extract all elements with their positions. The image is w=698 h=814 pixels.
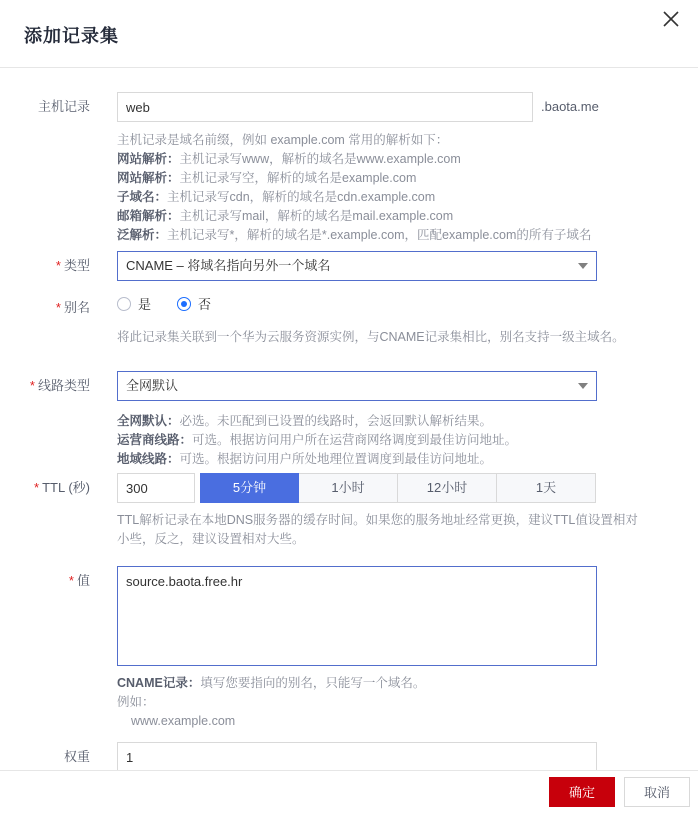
ttl-preset-12hour[interactable]: 12小时 bbox=[398, 473, 497, 503]
weight-label: 权重 bbox=[63, 749, 90, 764]
host-record-hint-bold: 网站解析： bbox=[117, 171, 180, 185]
weight-input[interactable] bbox=[117, 742, 597, 770]
line-type-select-value: 全网默认 bbox=[126, 378, 179, 393]
required-marker: * bbox=[29, 378, 35, 393]
alias-radio-yes-label: 是 bbox=[138, 297, 152, 312]
host-record-hint bbox=[117, 131, 637, 245]
host-record-hint-bold: 网站解析： bbox=[117, 152, 180, 166]
host-record-hint-line bbox=[117, 226, 637, 245]
ttl-preset-5min[interactable]: 5分钟 bbox=[200, 473, 299, 503]
value-hint-example: www.example.com bbox=[131, 714, 236, 728]
required-marker: * bbox=[55, 258, 61, 273]
line-type-label-text: 线路类型 bbox=[37, 378, 90, 393]
host-record-hint-bold: 泛解析： bbox=[117, 228, 168, 242]
value-hint bbox=[117, 674, 637, 731]
value-hint-bold: CNAME记录： bbox=[117, 676, 201, 690]
ttl-label bbox=[0, 479, 90, 497]
host-record-hint-line bbox=[117, 169, 637, 188]
chevron-down-icon bbox=[578, 372, 588, 400]
line-type-hint-bold: 地域线路： bbox=[117, 452, 180, 466]
ttl-input[interactable] bbox=[117, 473, 195, 503]
host-record-hint-text: 主机记录写cdn，解析的域名是cdn.example.com bbox=[167, 190, 436, 204]
radio-icon-selected bbox=[177, 297, 191, 311]
host-record-label: 主机记录 bbox=[37, 99, 90, 114]
host-record-hint-text: 主机记录写*，解析的域名是*.example.com，匹配example.com的所有子域名 bbox=[167, 228, 592, 242]
host-record-hint-bold: 邮箱解析： bbox=[117, 209, 180, 223]
host-record-hint-bold: 子域名： bbox=[117, 190, 168, 204]
radio-icon bbox=[117, 297, 131, 311]
host-record-hint-line: 主机记录是域名前缀，例如 example.com 常用的解析如下： bbox=[117, 133, 449, 147]
dialog-header bbox=[0, 0, 698, 68]
required-marker: * bbox=[34, 480, 40, 495]
alias-radio-no[interactable] bbox=[177, 294, 211, 313]
line-type-select[interactable] bbox=[117, 371, 597, 401]
host-record-hint-line bbox=[117, 150, 637, 169]
line-type-hint-bold: 运营商线路： bbox=[117, 433, 193, 447]
line-type-hint bbox=[117, 412, 637, 469]
alias-radio-group bbox=[117, 294, 237, 313]
ttl-preset-1day[interactable]: 1天 bbox=[497, 473, 596, 503]
host-record-hint-text: 主机记录写mail，解析的域名是mail.example.com bbox=[179, 209, 454, 223]
line-type-hint-text: 必选。未匹配到已设置的线路时，会返回默认解析结果。 bbox=[179, 414, 493, 428]
line-type-hint-text: 可选。根据访问用户所在运营商网络调度到最佳访问地址。 bbox=[192, 433, 518, 447]
ttl-preset-1hour[interactable]: 1小时 bbox=[299, 473, 398, 503]
host-record-suffix: .baota.me bbox=[541, 99, 599, 114]
confirm-button[interactable]: 确定 bbox=[549, 777, 615, 807]
line-type-hint-text: 可选。根据访问用户所处地理位置调度到最佳访问地址。 bbox=[179, 452, 493, 466]
line-type-hint-line bbox=[117, 450, 637, 469]
host-record-hint-line bbox=[117, 207, 637, 226]
alias-hint: 将此记录集关联到一个华为云服务资源实例，与CNAME记录集相比，别名支持一级主域名。 bbox=[117, 330, 625, 344]
type-select-value: CNAME – 将域名指向另外一个域名 bbox=[126, 258, 331, 273]
alias-radio-yes[interactable] bbox=[117, 294, 151, 313]
alias-radio-no-label: 否 bbox=[198, 297, 212, 312]
dialog-body bbox=[0, 68, 698, 770]
type-label-text: 类型 bbox=[63, 258, 90, 273]
dialog-footer bbox=[0, 770, 698, 814]
line-type-hint-line bbox=[117, 431, 637, 450]
host-record-input[interactable] bbox=[117, 92, 533, 122]
weight-row bbox=[0, 736, 698, 770]
ttl-hint: TTL解析记录在本地DNS服务器的缓存时间。如果您的服务地址经常更换，建议TTL值设置相对小些，反之，建议设置相对大些。 bbox=[117, 513, 638, 546]
type-label bbox=[0, 257, 90, 275]
value-hint-text: 填写您要指向的别名，只能写一个域名。 bbox=[200, 676, 426, 690]
line-type-hint-bold: 全网默认： bbox=[117, 414, 180, 428]
value-textarea[interactable] bbox=[117, 566, 597, 666]
ttl-label-text: TTL (秒) bbox=[42, 480, 90, 495]
line-type-label bbox=[0, 377, 90, 395]
value-label bbox=[0, 572, 90, 590]
line-type-hint-line bbox=[117, 412, 637, 431]
value-hint-line: 例如： bbox=[117, 695, 155, 709]
alias-label-text: 别名 bbox=[63, 300, 90, 315]
host-record-hint-text: 主机记录写空，解析的域名是example.com bbox=[179, 171, 417, 185]
page-title: 添加记录集 bbox=[24, 26, 119, 46]
value-hint-line bbox=[117, 674, 637, 693]
host-record-hint-line bbox=[117, 188, 637, 207]
value-label-text: 值 bbox=[76, 573, 90, 588]
required-marker: * bbox=[55, 300, 61, 315]
host-record-hint-text: 主机记录写www，解析的域名是www.example.com bbox=[179, 152, 461, 166]
cancel-button[interactable]: 取消 bbox=[624, 777, 690, 807]
alias-label bbox=[0, 299, 90, 317]
type-select[interactable] bbox=[117, 251, 597, 281]
close-icon[interactable] bbox=[658, 6, 684, 32]
chevron-down-icon bbox=[578, 252, 588, 280]
ttl-preset-buttons bbox=[200, 473, 596, 503]
required-marker: * bbox=[68, 573, 74, 588]
